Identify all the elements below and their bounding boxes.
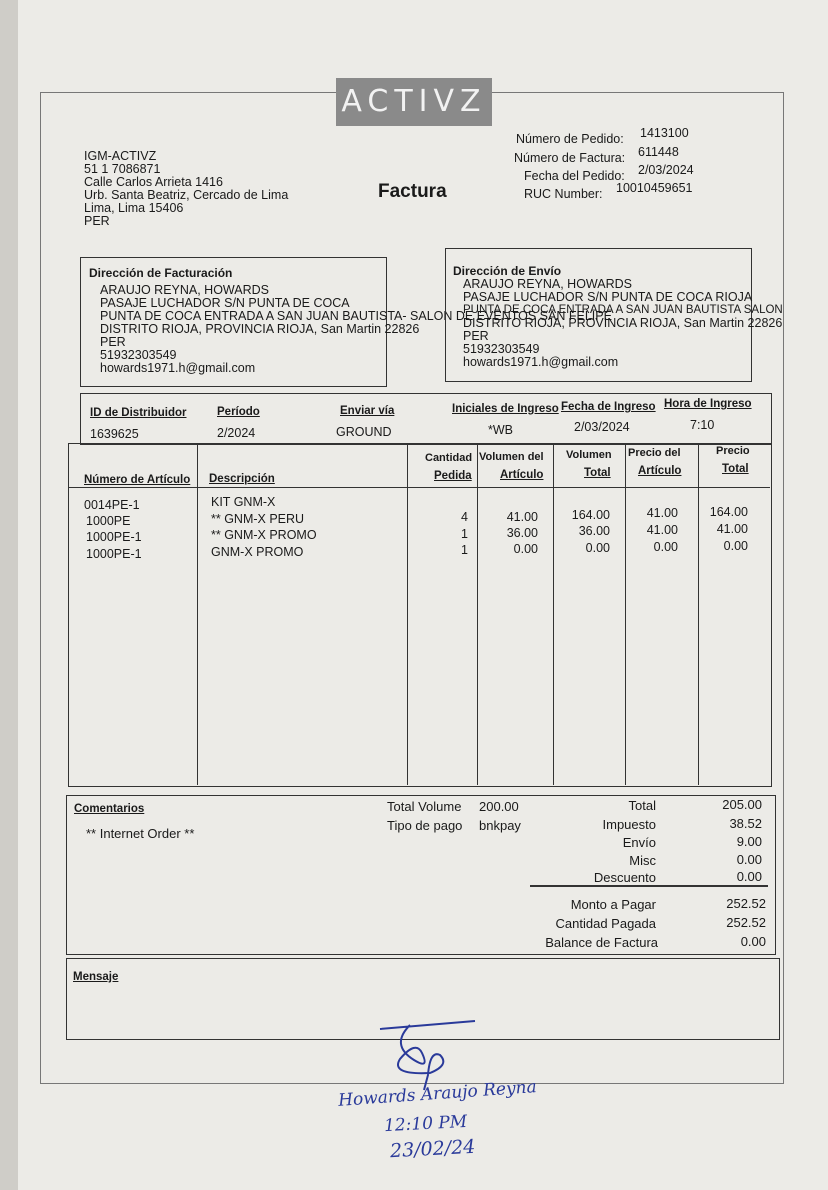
pay-type-label: Tipo de pago xyxy=(387,818,463,833)
cell-volt: 36.00 xyxy=(578,524,610,538)
ship-via: GROUND xyxy=(336,425,392,439)
total-volume: 200.00 xyxy=(479,799,519,814)
discount-value: 0.00 xyxy=(736,869,762,884)
col-desc: Descripción xyxy=(209,473,275,485)
cell-pricet: 41.00 xyxy=(716,522,748,536)
initials-label: Iniciales de Ingreso xyxy=(452,403,559,415)
total-label: Total xyxy=(628,798,656,813)
message-label: Mensaje xyxy=(73,971,119,983)
order-date: 2/03/2024 xyxy=(638,163,694,177)
cell-desc: KIT GNM-X xyxy=(211,495,276,509)
cell-article: 0014PE-1 xyxy=(84,498,140,512)
cell-price: 41.00 xyxy=(646,506,678,520)
col-price: Precio del xyxy=(628,447,681,459)
cell-desc: GNM-X PROMO xyxy=(211,545,304,559)
billing-title: Dirección de Facturación xyxy=(89,266,233,280)
invoice-no-label: Número de Factura: xyxy=(514,151,626,165)
cell-vol: 0.00 xyxy=(513,542,538,556)
distributor-id: 1639625 xyxy=(90,427,139,441)
col-qty: Cantidad xyxy=(425,452,473,464)
col-pricet: Precio xyxy=(716,445,750,457)
items-table xyxy=(68,443,772,787)
pay-type: bnkpay xyxy=(479,818,521,833)
period-label: Período xyxy=(217,406,260,418)
cell-vol: 36.00 xyxy=(506,526,538,540)
billing-line: 51932303549 xyxy=(100,348,177,362)
col-vol: Volumen del xyxy=(479,451,544,463)
entry-time-label: Hora de Ingreso xyxy=(664,398,752,410)
entry-time: 7:10 xyxy=(690,418,715,432)
amount-due-label: Monto a Pagar xyxy=(570,897,656,912)
company-line: Calle Carlos Arrieta 1416 xyxy=(84,175,223,189)
company-line: IGM-ACTIVZ xyxy=(84,149,157,163)
cell-desc: ** GNM-X PROMO xyxy=(211,528,317,542)
doc-title: Factura xyxy=(378,181,447,202)
paid-label: Cantidad Pagada xyxy=(555,916,656,931)
col-price-sub: Artículo xyxy=(638,465,682,477)
shipping-line: PASAJE LUCHADOR S/N PUNTA DE COCA RIOJA xyxy=(463,290,753,304)
cell-article: 1000PE xyxy=(86,514,131,528)
ship-via-label: Enviar vía xyxy=(340,405,395,417)
invoice-no: 611448 xyxy=(638,145,679,159)
activz-logo: ACTIVZ xyxy=(336,78,492,126)
cell-volt: 164.00 xyxy=(571,508,610,522)
summary-divider xyxy=(530,885,768,887)
cell-qty: 4 xyxy=(461,510,468,524)
col-article: Número de Artículo xyxy=(84,474,191,486)
misc-label: Misc xyxy=(629,853,656,868)
company-line: Lima, Lima 15406 xyxy=(84,201,184,215)
col-vol-sub: Artículo xyxy=(500,469,544,481)
col-divider xyxy=(625,443,626,785)
order-no: 1413100 xyxy=(640,126,689,140)
company-line: Urb. Santa Beatriz, Cercado de Lima xyxy=(84,188,289,202)
order-date-label: Fecha del Pedido: xyxy=(524,169,625,183)
discount-label: Descuento xyxy=(593,870,656,885)
handwritten-time: 12:10 PM xyxy=(383,1111,468,1137)
cell-article: 1000PE-1 xyxy=(86,547,142,561)
billing-line: PER xyxy=(100,335,126,349)
col-divider xyxy=(553,443,554,785)
col-qty-sub: Pedida xyxy=(434,470,472,482)
company-line: PER xyxy=(84,214,110,228)
billing-line: ARAUJO REYNA, HOWARDS xyxy=(100,283,270,297)
total-value: 205.00 xyxy=(722,797,762,812)
shipping-value: 9.00 xyxy=(736,834,762,849)
cell-vol: 41.00 xyxy=(506,510,538,524)
company-line: 51 1 7086871 xyxy=(84,162,161,176)
shipping-line: ARAUJO REYNA, HOWARDS xyxy=(463,277,633,291)
entry-date: 2/03/2024 xyxy=(574,420,630,434)
comments-label: Comentarios xyxy=(74,803,145,815)
distributor-label: ID de Distribuidor xyxy=(90,407,187,419)
ruc-label: RUC Number: xyxy=(524,187,603,201)
cell-qty: 1 xyxy=(461,527,468,541)
shipping-line: 51932303549 xyxy=(463,342,540,356)
shipping-label: Envío xyxy=(622,835,656,850)
initials: *WB xyxy=(488,423,513,437)
cell-pricet: 164.00 xyxy=(709,505,748,519)
entry-date-label: Fecha de Ingreso xyxy=(561,401,656,413)
cell-volt: 0.00 xyxy=(585,541,610,555)
col-divider xyxy=(197,443,198,785)
balance-label: Balance de Factura xyxy=(545,935,658,950)
cell-qty: 1 xyxy=(461,543,468,557)
period: 2/2024 xyxy=(217,426,256,440)
cell-article: 1000PE-1 xyxy=(86,530,142,544)
shipping-line: DISTRITO RIOJA, PROVINCIA RIOJA, San Martin 22826 xyxy=(463,316,783,330)
amount-due-value: 252.52 xyxy=(726,896,766,911)
billing-line: DISTRITO RIOJA, PROVINCIA RIOJA, San Martin 22826 xyxy=(100,322,420,336)
comment-text: ** Internet Order ** xyxy=(86,826,195,841)
cell-price: 0.00 xyxy=(653,540,678,554)
shipping-title: Dirección de Envío xyxy=(453,264,562,278)
handwritten-name: Howards Araujo Reyna xyxy=(337,1077,538,1111)
cell-price: 41.00 xyxy=(646,523,678,537)
col-pricet-sub: Total xyxy=(722,463,749,475)
ruc-number: 10010459651 xyxy=(616,181,693,195)
handwritten-date: 23/02/24 xyxy=(389,1135,476,1163)
tax-label: Impuesto xyxy=(602,817,656,832)
order-no-label: Número de Pedido: xyxy=(516,132,624,146)
col-volt: Volumen xyxy=(566,449,612,461)
col-divider xyxy=(477,443,478,785)
tax-value: 38.52 xyxy=(729,816,762,831)
misc-value: 0.00 xyxy=(736,852,762,867)
col-volt-sub: Total xyxy=(584,467,611,479)
billing-line: howards1971.h@gmail.com xyxy=(100,361,256,375)
table-header-divider xyxy=(68,487,770,488)
shipping-line: PUNTA DE COCA ENTRADA A SAN JUAN BAUTISTA SALON xyxy=(463,304,783,316)
billing-line: PUNTA DE COCA ENTRADA A SAN JUAN BAUTISTA- SALON DE EVENTOS SAN FELIPE xyxy=(100,309,612,323)
col-divider xyxy=(407,443,408,785)
shipping-line: howards1971.h@gmail.com xyxy=(463,355,619,369)
cell-pricet: 0.00 xyxy=(723,539,748,553)
cell-desc: ** GNM-X PERU xyxy=(211,512,305,526)
balance-value: 0.00 xyxy=(740,934,766,949)
paid-value: 252.52 xyxy=(726,915,766,930)
shipping-line: PER xyxy=(463,329,489,343)
billing-line: PASAJE LUCHADOR S/N PUNTA DE COCA xyxy=(100,296,350,310)
col-divider xyxy=(698,443,699,785)
total-volume-label: Total Volume xyxy=(387,799,462,814)
